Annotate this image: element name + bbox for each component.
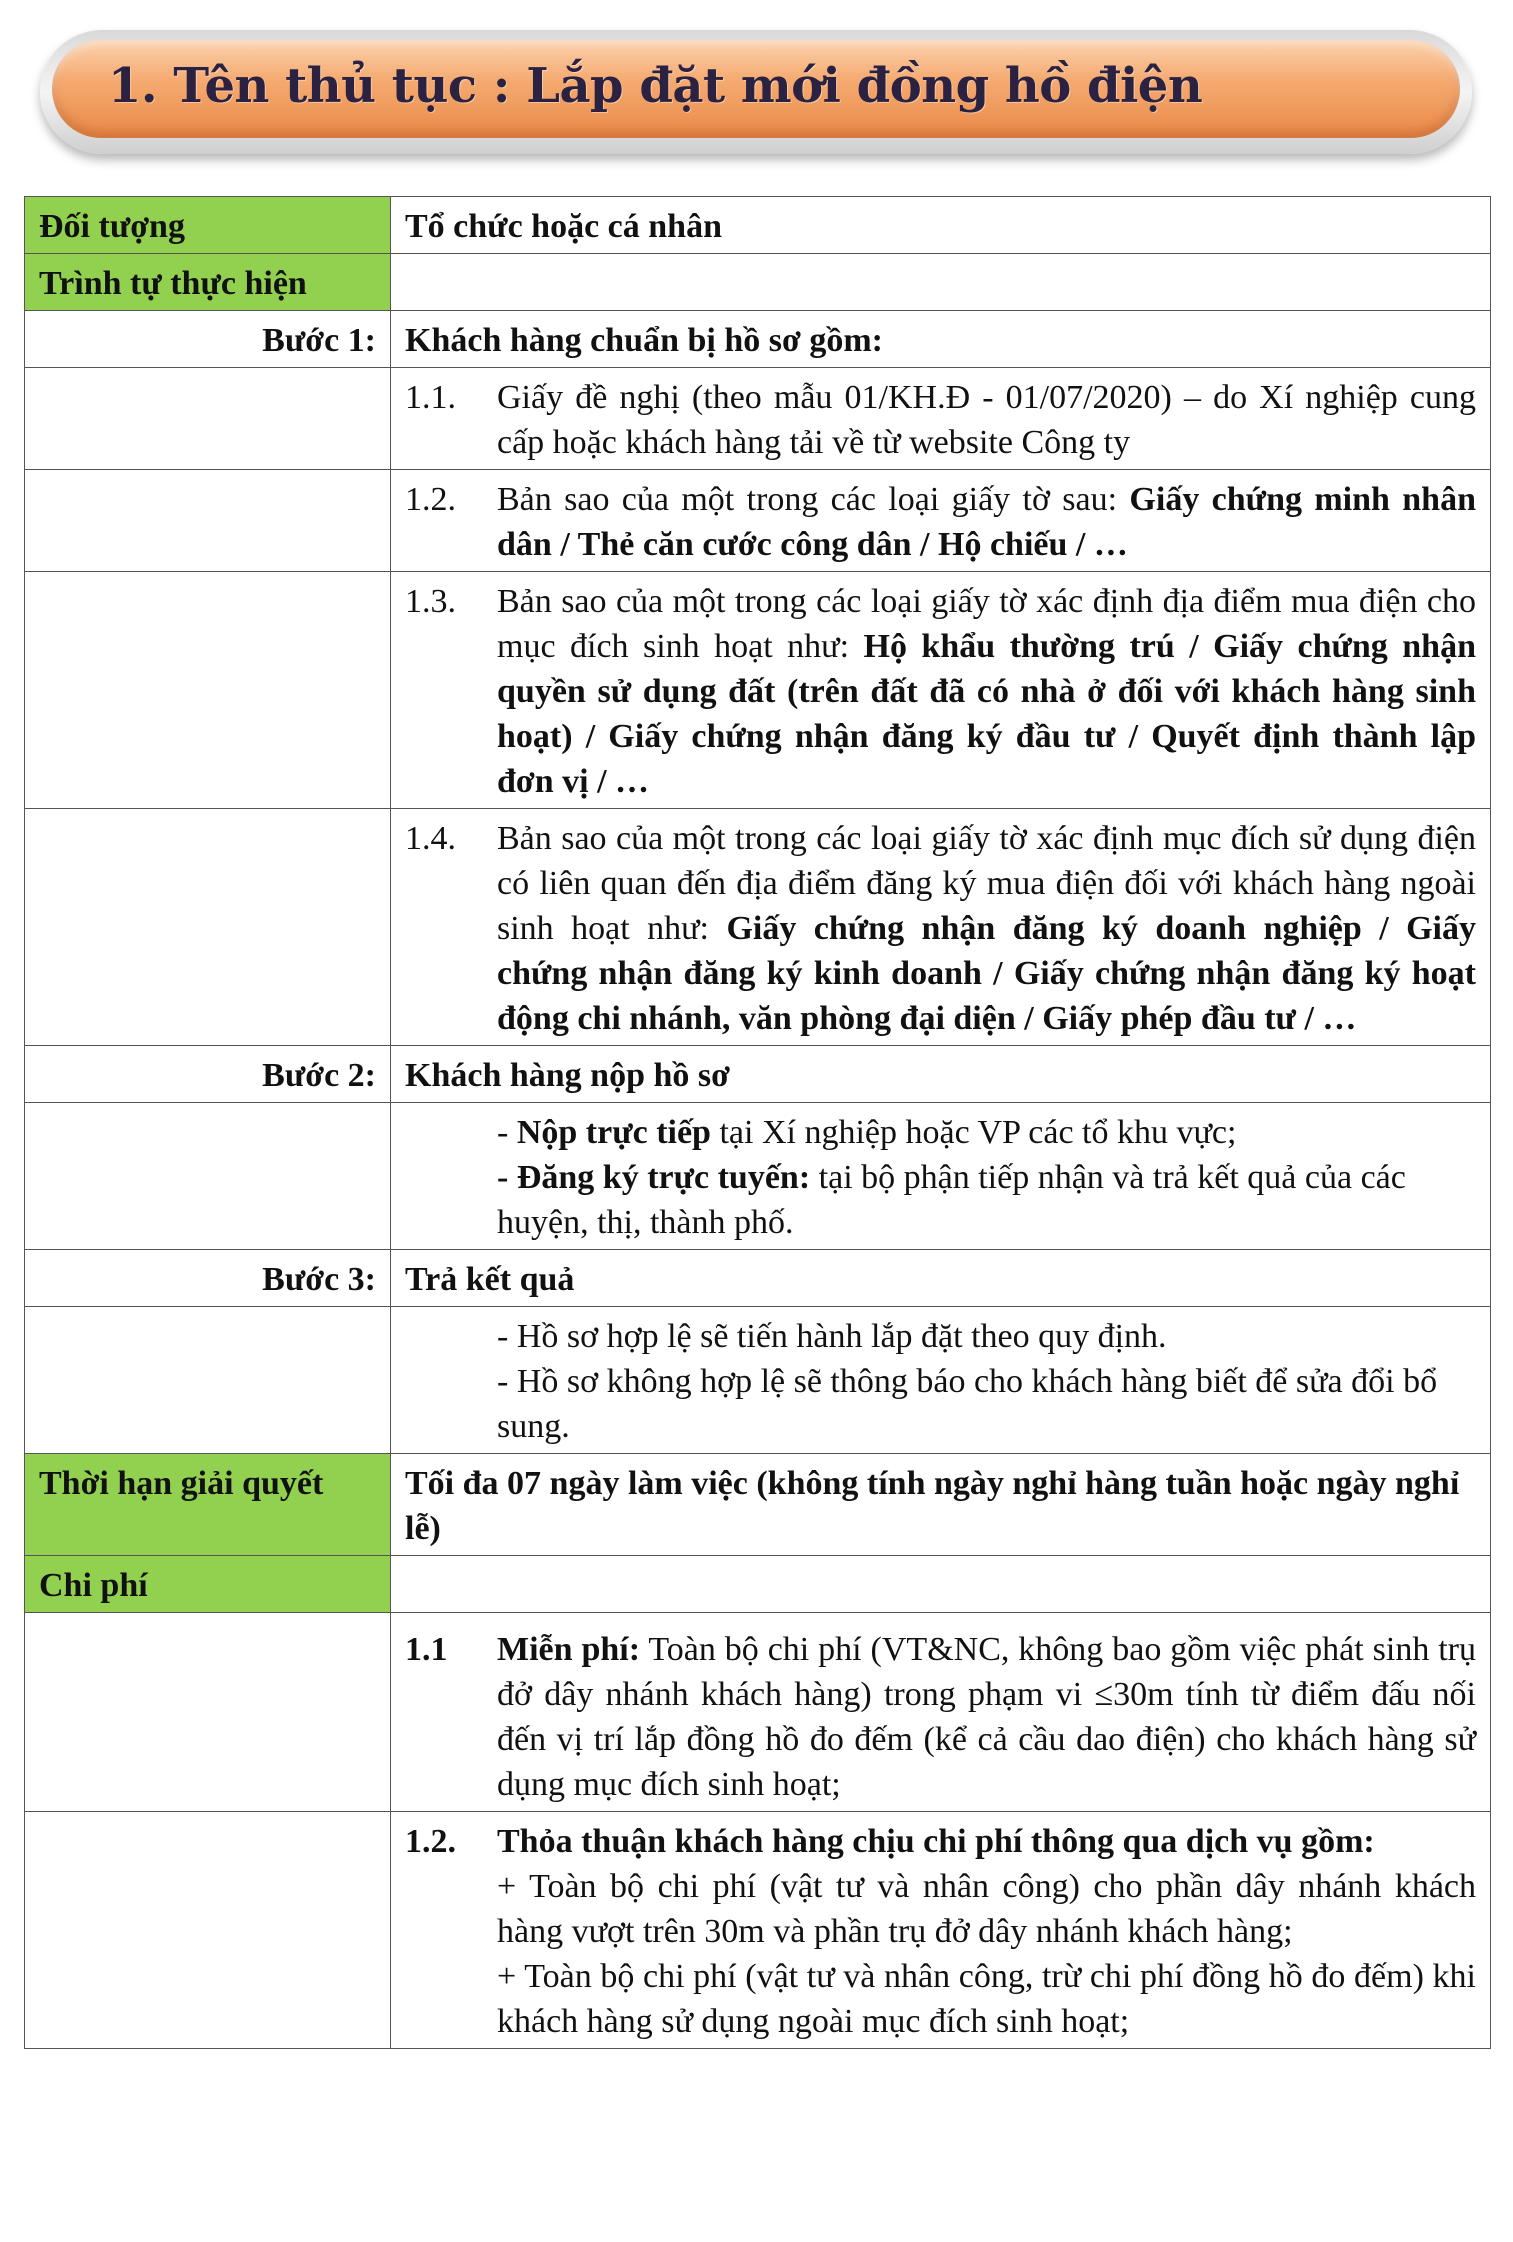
item-text: + Toàn bộ chi phí (vật tư và nhân công) cho phần dây nhánh khách hàng vượt trên 30m và phần trụ đở dây nhánh khách hàng; [497,1868,1476,1950]
title-buoc-2: Khách hàng nộp hồ sơ [391,1046,1491,1103]
page-title: 1. Tên thủ tục : Lắp đặt mới đồng hồ điện [108,58,1203,114]
empty-cell [25,1812,391,2049]
label-thoi-han: Thời hạn giải quyết [25,1454,391,1556]
row-chi-phi [25,1556,1491,1613]
row-buoc-3 [25,1250,1491,1307]
item-number: 1.2. [405,1823,456,1860]
item-number: 1.4. [405,820,456,857]
item-text: Toàn bộ chi phí (VT&NC, không bao gồm việc phát sinh trụ đở dây nhánh khách hàng) trong phạm vi ≤30m tính từ điểm đấu nối đến vị trí lắp đồng hồ đo đếm (kể cả cầu dao điện) cho khách hàng sử dụng mục đích sinh hoạt; [497,1631,1477,1803]
value-thoi-han: Tối đa 07 ngày làm việc (không tính ngày nghỉ hàng tuần hoặc ngày nghỉ lễ) [391,1454,1491,1556]
item-number: 1.1 [405,1631,448,1668]
item-text-bold: Giấy chứng nhận đăng ký doanh nghiệp / Giấy chứng nhận đăng ký kinh doanh / Giấy chứng nhận đăng ký hoạt động chi nhánh, văn phòng đại diện / Giấy phép đầu tư / … [497,910,1476,1037]
fee-item [391,1613,1491,1812]
value-doi-tuong: Tổ chức hoặc cá nhân [391,197,1491,254]
line-text: tại Xí nghiệp hoặc VP các tổ khu vực; [710,1114,1237,1151]
item-number: 1.3. [405,583,456,620]
row-buoc-2 [25,1046,1491,1103]
label-buoc-2: Bước 2: [25,1046,391,1103]
line-bold: Nộp trực tiếp [516,1114,711,1151]
row-buoc-1-item-3 [25,572,1491,809]
empty-cell [25,809,391,1046]
line-text: tại bộ phận tiếp nhận và trả kết quả của các huyện, thị, thành phố. [497,1159,1406,1241]
item-number: 1.2. [405,481,456,518]
detail-buoc-3 [391,1307,1491,1454]
document-item [391,809,1491,1046]
item-text: Bản sao của một trong các loại giấy tờ xác định địa điểm mua điện cho mục đích sinh hoạt như: [497,583,1476,665]
row-buoc-1 [25,311,1491,368]
item-text: Bản sao của một trong các loại giấy tờ sau: [497,481,1130,518]
empty-cell [25,1613,391,1812]
title-buoc-3: Trả kết quả [391,1250,1491,1307]
row-buoc-1-item-1 [25,368,1491,470]
item-number: 1.1. [405,379,456,416]
item-text: + Toàn bộ chi phí (vật tư và nhân công, trừ chi phí đồng hồ đo đếm) khi khách hàng sử dụng ngoài mục đích sinh hoạt; [497,1958,1476,2040]
line-bold: - Đăng ký trực tuyến: [497,1159,811,1196]
value-trinh-tu [391,254,1491,311]
line-text: - Hồ sơ hợp lệ sẽ tiến hành lắp đặt theo quy định. [497,1318,1167,1355]
empty-cell [25,368,391,470]
label-trinh-tu: Trình tự thực hiện [25,254,391,311]
value-chi-phi [391,1556,1491,1613]
label-doi-tuong: Đối tượng [25,197,391,254]
title-banner [40,30,1472,154]
procedure-table [24,196,1491,2049]
row-chi-phi-item-2 [25,1812,1491,2049]
empty-cell [25,470,391,572]
label-buoc-3: Bước 3: [25,1250,391,1307]
fee-item [391,1812,1491,2049]
line-text: - Hồ sơ không hợp lệ sẽ thông báo cho khách hàng biết để sửa đổi bổ sung. [497,1363,1438,1445]
empty-cell [25,1307,391,1454]
label-chi-phi: Chi phí [25,1556,391,1613]
row-doi-tuong [25,197,1491,254]
item-text-bold: Thỏa thuận khách hàng chịu chi phí thông qua dịch vụ gồm: [497,1823,1375,1860]
title-buoc-1: Khách hàng chuẩn bị hồ sơ gồm: [391,311,1491,368]
detail-buoc-2 [391,1103,1491,1250]
item-text: Giấy đề nghị (theo mẫu 01/KH.Đ - 01/07/2020) – do Xí nghiệp cung cấp hoặc khách hàng tải về từ website Công ty [497,379,1476,461]
row-trinh-tu [25,254,1491,311]
document-item [391,470,1491,572]
row-buoc-1-item-2 [25,470,1491,572]
row-buoc-3-detail [25,1307,1491,1454]
item-text-bold: Hộ khẩu thường trú / Giấy chứng nhận quyền sử dụng đất (trên đất đã có nhà ở đối với khách hàng sinh hoạt) / Giấy chứng nhận đăng ký đầu tư / Quyết định thành lập đơn vị / … [497,628,1476,800]
title-banner-fill [52,40,1460,138]
empty-cell [25,572,391,809]
row-chi-phi-item-1 [25,1613,1491,1812]
item-text: Bản sao của một trong các loại giấy tờ xác định mục đích sử dụng điện có liên quan đến địa điểm đăng ký mua điện đối với khách hàng ngoài sinh hoạt như: [497,820,1476,947]
row-thoi-han [25,1454,1491,1556]
document-item [391,368,1491,470]
row-buoc-2-detail [25,1103,1491,1250]
document-item [391,572,1491,809]
row-buoc-1-item-4 [25,809,1491,1046]
line-prefix: - [497,1114,517,1151]
item-text-bold: Miễn phí: [497,1631,641,1668]
item-text-bold: Giấy chứng minh nhân dân / Thẻ căn cước công dân / Hộ chiếu / … [497,481,1476,563]
empty-cell [25,1103,391,1250]
label-buoc-1: Bước 1: [25,311,391,368]
